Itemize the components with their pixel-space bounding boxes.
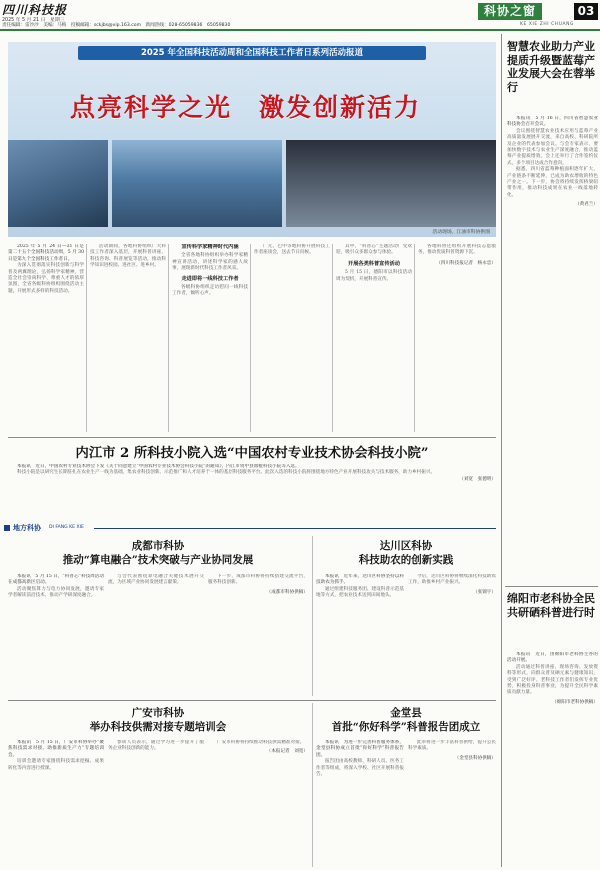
story5-body-2: 参训人员表示，通过学习进一步提升了服务企业科技创新的能力。 (108, 740, 204, 752)
story5-byline: （本报记者 刘宽） (266, 749, 308, 755)
local-bar-title: 地方科协 (13, 523, 41, 532)
story2-byline: （刘宽 张德明） (459, 476, 496, 482)
story3-col-2 (108, 574, 204, 696)
story5-col-3 (208, 740, 308, 866)
local-bar-rule (94, 528, 496, 529)
sidebar-byline-1: （黄君兰） (575, 202, 598, 208)
story1-body-4: 各级科协组织走访慰问一线科技工作者，倾听心声。 (172, 285, 248, 297)
event-photo-left (8, 140, 108, 227)
sidebar-body-text-1: 会议围绕智慧农业技术应用与蓝莓产业高质量发展展开交流，来自高校、科研院所及企业的代表参加会议。与会专家表示，要加快数字技术与农业生产深度融合，推动蓝莓产业提质增效。会上还举行了合作签约仪式，多个项目达成合作意向。 (507, 128, 598, 166)
story4-lead: 本报讯 近年来，达川区科协坚持以科技助农为抓手。 (316, 574, 404, 586)
story-divider (312, 536, 313, 696)
page-number: 03 (574, 3, 598, 20)
story5-col-1 (8, 740, 104, 866)
story1-column-5 (336, 244, 412, 432)
story1-col-divider (250, 244, 251, 432)
banner-headline: 点亮科学之光 激发创新活力 (70, 93, 422, 122)
divider (8, 437, 496, 438)
story1-col-divider (168, 244, 169, 432)
section-pinyin: KE XIE ZHI CHUANG (520, 22, 574, 27)
sidebar-body-1 (507, 116, 598, 582)
story3-title: 成都市科协 (131, 540, 185, 552)
story1-body-6: 其中，“科普芯”主题活动广受欢迎，吸引众多群众参与体验。 (336, 244, 412, 256)
banner (8, 42, 496, 237)
local-bar (4, 523, 496, 533)
story1-lead: 2025 年 5 月 24 日—31 日是第二十五个全国科技活动周，5 月 30 日是第九个全国科技工作者日。 (8, 244, 84, 262)
story1-col-divider (86, 244, 87, 432)
story6-col-1 (316, 740, 404, 866)
sidebar-body-text-3: 活动通过科普讲座、现场咨询、发放资料等形式，向群众普及硒元素与健康知识，受到广泛好评。老科技工作者们发挥专业优势，积极投身科普事业，为提升全民科学素质贡献力量。 (507, 664, 598, 696)
story2-body-text: 科技小院是以研究生长期驻扎在农业生产一线为基础，集农业科技创新、示范推广和人才培养于一体的基层科技服务平台。此次入选的科技小院将围绕地方特色产业开展科技攻关与技术服务，助力乡村振兴。 (17, 470, 436, 476)
story5-subtitle: 举办科技供需对接专题培训会 (89, 721, 227, 733)
sidebar-byline-2: （绵阳市老科协供稿） (552, 699, 598, 705)
story6-body-1: 报告团由高校教师、科研人员、医务工作者等组成，将深入学校、社区开展科普报告。 (316, 759, 404, 778)
section-header (478, 3, 598, 20)
masthead-rule (0, 29, 600, 31)
paper-logo: 四川科技报 (2, 3, 68, 17)
story5-col-2 (108, 740, 204, 866)
story5-body-1: 培训会邀请专家围绕科技需求挖掘、成果转化等内容进行授课。 (8, 759, 104, 771)
story6-subtitle: 首批“你好科学”科普报告团成立 (331, 721, 481, 733)
square-bullet-icon (4, 525, 10, 531)
sidebar-body-2 (507, 652, 598, 866)
story1-body-8: 各地科协还组织开展科技志愿服务，推动优质科普资源下沉。 (418, 244, 496, 256)
story6-col-2 (408, 740, 496, 866)
story4-col-2 (408, 574, 496, 696)
story6-body-2: 此举将进一步丰富科普供给，提升公民科学素质。 (408, 740, 496, 752)
story4-body-1: 通过组建科技服务团、建设科普示范基地等方式，把农业技术送到田间地头。 (316, 586, 404, 599)
story-divider (312, 703, 313, 867)
story5-title: 广安市科协 (131, 707, 185, 719)
sidebar-lead-2: 本报讯 近日，由绵阳市老科协主办的活动开展。 (507, 652, 598, 664)
story1-body-2: 活动期间，各地科协组织广大科技工作者深入基层，开展科普讲座、科技咨询、科普展览等活动，推动科学知识进校园、进社区、进乡村。 (90, 244, 166, 269)
story1-column-4 (254, 244, 330, 432)
story3-body-3: 下一步，成都市科协将持续搭建交流平台，服务科技创新。 (208, 574, 308, 586)
story1-subhead-2: 走进即将一线科技工作者 (181, 275, 239, 282)
event-photo-center (112, 140, 282, 227)
story1-column-1 (8, 244, 84, 432)
story1-body-5: 广元、巴中等地科协开展科技工作者座谈会，送去节日问候。 (254, 244, 330, 256)
story4-subtitle: 科技助农的创新实践 (358, 554, 454, 566)
story1-col-divider (332, 244, 333, 432)
story4-byline: （张锦宇） (473, 589, 496, 595)
event-photo-right (286, 140, 496, 227)
story6-lead: 本报讯 为进一步完善科普服务体系，金堂县科协成立首批“你好科学”科普报告团。 (316, 740, 404, 758)
section-title: 科协之窗 (478, 3, 542, 20)
story3-col-1 (8, 574, 104, 696)
story4-body-2: 今后，达川区科协将继续深化科技助农工作，助推乡村产业振兴。 (408, 574, 496, 586)
story2-headline: 内江市 2 所科技小院入选“中国农村专业技术协会科技小院” (75, 446, 429, 461)
editor-line: 责任编辑：雷沙沙 美编：马梅 投稿邮箱：sckjbs@vip.163.com 新闻热线：028-65059836 65059830 (2, 23, 231, 28)
event-photo-strip (8, 140, 496, 227)
story1-body-3: 全省各地科协组织举办科学家精神宣讲活动，讲述科学家的感人故事，展现新时代科技工作者风采。 (172, 253, 248, 272)
issue-date: 2025 年 5 月 21 日 星期三 (2, 18, 65, 23)
sidebar-divider (501, 34, 502, 867)
story6-title: 金堂县 (390, 707, 422, 719)
story1-column-6 (418, 244, 496, 432)
banner-ribbon: 2025 年全国科技活动周和全国科技工作者日系列活动报道 (78, 46, 426, 60)
story1-column-3 (172, 244, 248, 432)
story4-col-1 (316, 574, 404, 696)
story5-body-3: 广安市科协将持续推动科技供需精准对接。 (217, 740, 305, 745)
story1-byline: （四川科技报记者 杨永忠） (436, 260, 496, 266)
story3-byline: （成都市科协供稿） (266, 589, 308, 595)
story3-subtitle: 推动“算电融合”技术突破与产业协同发展 (62, 554, 254, 566)
sidebar-headline-2: 绵阳市老科协全民共研硒科普进行时 (507, 592, 595, 619)
story5-lead: 本报讯 5 月 15 日，广安市科协举办“聚焦科技需求对接、助推新质生产力”专题培训会。 (8, 740, 104, 758)
story1-col-divider (414, 244, 415, 432)
story6-byline: （金堂县科协供稿） (454, 755, 496, 761)
story2-body (8, 464, 496, 520)
story3-lead: 本报讯 5 月 15 日，“科普芯”科技周活动在成都高新区启动。 (8, 574, 104, 586)
story1-body-7: 5 月 15 日，德阳市以科技活动周为契机，开展科普宣传。 (336, 270, 412, 282)
story4-title: 达川区科协 (379, 540, 433, 552)
story1-subhead-1: 宣传科学家精神时代内涵 (181, 244, 239, 250)
masthead (0, 0, 600, 28)
divider (8, 700, 496, 701)
story1-body: 为深入贯彻落实科技创新与科学普及两翼理论，弘扬科学家精神，营造全社会崇尚科学、尊重人才的浓厚氛围，全省各级科协组织围绕活动主题，开展形式多样的科技活动。 (8, 263, 84, 294)
sidebar-headline-1: 智慧农业助力产业提质升级暨蓝莓产业发展大会在蓉举行 (507, 40, 595, 94)
story3-col-3 (208, 574, 308, 696)
divider (505, 586, 598, 587)
sidebar-body-text-2: 据悉，四川省蓝莓种植面积逐年扩大，产业链条不断延伸，已成为助农增收的特色产业之一。下一步，协会将持续发挥桥梁纽带作用，推动科技成果在农业一线落地转化。 (507, 167, 598, 198)
local-bar-pinyin: DI FANG KE XIE (49, 525, 84, 530)
story1-subhead-3: 开展各类科普宣传活动 (348, 260, 400, 267)
story3-body-1: 活动聚焦算力与电力协同发展，邀请专家学者解读前沿技术，推动产学研深度融合。 (8, 586, 104, 599)
story1-column-2 (90, 244, 166, 432)
photo-caption: 活动现场。江油市科协供图 (432, 230, 490, 235)
sidebar-lead-1: 本报讯 5 月 16 日，四川省智慧农业科技协会召开会议。 (507, 116, 598, 128)
story3-body-2: 与会代表围绕算电融合关键技术展开交流，为区域产业协同发展建言献策。 (108, 574, 204, 586)
story2-lead: 本报讯 近日，中国农村专业技术协会下发《关于同意建立“中国农村专业技术协会科技小院”的通知》，内江市资中县血橙科技小院等入选。 (17, 464, 300, 469)
